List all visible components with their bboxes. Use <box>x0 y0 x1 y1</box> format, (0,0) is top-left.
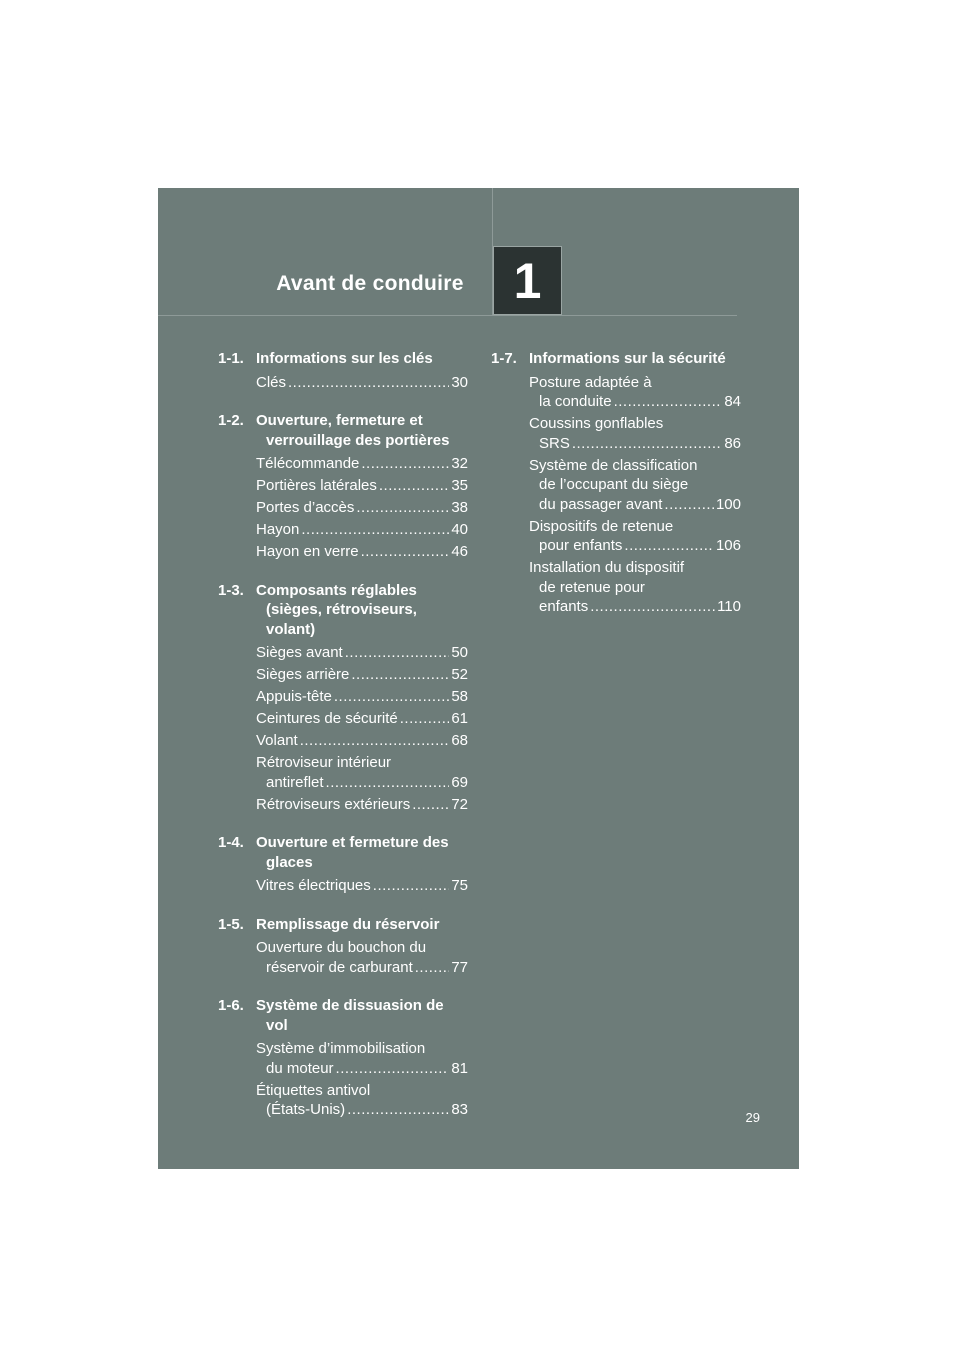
entry-label: Portes d’accès <box>256 499 355 516</box>
entry-page-number: 81 <box>451 1059 468 1077</box>
entry-label: Hayon en verre <box>256 543 359 560</box>
entry-line <box>256 373 468 393</box>
chapter-title: Avant de conduire <box>276 272 464 295</box>
toc-entry[interactable] <box>256 876 468 896</box>
entry-line <box>529 434 741 454</box>
toc-section <box>218 411 468 562</box>
section-number: 1-4. <box>218 834 244 851</box>
entry-label: Sièges avant <box>256 644 343 661</box>
entry-label: du passager avant <box>539 495 663 513</box>
entry-title: Étiquettes antivol <box>256 1081 371 1099</box>
toc-section <box>218 581 468 815</box>
entry-list <box>218 876 468 896</box>
section-title: Informations sur la sécurité <box>529 350 726 367</box>
toc-entry[interactable] <box>256 643 468 663</box>
entry-line <box>256 520 468 540</box>
toc-section <box>218 349 468 392</box>
entry-line <box>256 665 468 685</box>
entry-list <box>218 1039 468 1120</box>
entry-page-number: 100 <box>715 495 741 513</box>
dot-leader <box>379 476 449 496</box>
entry-page-number: 32 <box>451 455 468 472</box>
entry-page-number: 50 <box>451 644 468 661</box>
entry-line <box>256 498 468 518</box>
dot-leader <box>345 643 450 663</box>
toc-entry[interactable] <box>256 731 468 751</box>
dot-leader <box>288 373 449 393</box>
entry-page-number: 72 <box>451 795 468 813</box>
section-title: Ouverture, fermeture et verrouillage des portières <box>256 412 450 449</box>
dot-leader <box>347 1100 449 1120</box>
entry-line <box>256 795 468 815</box>
entry-list <box>218 938 468 977</box>
entry-line <box>256 731 468 751</box>
section-title: Composants réglables (sièges, rétroviseurs, volant) <box>256 581 417 638</box>
entry-line <box>256 476 468 496</box>
toc-entry[interactable] <box>256 938 468 977</box>
entry-label: Ceintures de sécurité <box>256 710 398 727</box>
toc-entry[interactable] <box>529 517 741 556</box>
entry-label: Clés <box>256 373 287 391</box>
entry-label: SRS <box>539 434 570 452</box>
toc-column-right <box>491 349 741 636</box>
entry-label: Hayon <box>256 521 300 538</box>
dot-leader <box>356 498 449 518</box>
entry-line <box>256 643 468 663</box>
entry-title: Dispositifs de retenue <box>529 517 674 535</box>
entry-title: Système d’immobilisation <box>256 1040 426 1057</box>
entry-label: Vitres électriques <box>256 877 371 894</box>
toc-entry[interactable] <box>256 498 468 518</box>
dot-leader <box>334 687 449 707</box>
section-number: 1-2. <box>218 412 244 429</box>
entry-label: pour enfants <box>539 537 623 554</box>
section-heading <box>218 833 468 872</box>
entry-line <box>256 1100 468 1120</box>
entry-line <box>256 542 468 562</box>
entry-page-number: 52 <box>451 666 468 683</box>
entry-title: Système de classification de l’occupant du siège <box>529 456 698 493</box>
dot-leader <box>301 520 449 540</box>
dot-leader <box>412 795 449 815</box>
toc-entry[interactable] <box>256 665 468 685</box>
dot-leader <box>590 597 715 617</box>
entry-list <box>218 454 468 562</box>
chapter-number: 1 <box>513 252 542 309</box>
entry-label: du moteur <box>266 1059 334 1077</box>
toc-entry[interactable] <box>256 1039 468 1078</box>
entry-title: Installation du dispositif de retenue pour <box>529 559 685 596</box>
toc-entry[interactable] <box>256 520 468 540</box>
entry-page-number: 84 <box>724 393 741 410</box>
entry-title: Coussins gonflables <box>529 415 664 432</box>
toc-entry[interactable] <box>256 476 468 496</box>
toc-entry[interactable] <box>256 1081 468 1120</box>
entry-page-number: 35 <box>451 477 468 494</box>
entry-page-number: 69 <box>451 773 468 791</box>
section-number: 1-5. <box>218 915 244 933</box>
dot-leader <box>664 495 714 515</box>
toc-entry[interactable] <box>256 687 468 707</box>
toc-entry[interactable] <box>529 456 741 515</box>
section-heading <box>491 349 741 369</box>
dot-leader <box>361 454 449 474</box>
entry-line <box>256 454 468 474</box>
dot-leader <box>614 392 723 412</box>
section-heading <box>218 349 468 369</box>
entry-page-number: 46 <box>451 543 468 560</box>
toc-entry[interactable] <box>529 373 741 412</box>
page-number: 29 <box>745 1110 760 1125</box>
entry-label: la conduite <box>539 393 612 410</box>
dot-leader <box>326 773 450 793</box>
toc-entry[interactable] <box>256 454 468 474</box>
entry-page-number: 58 <box>451 688 468 705</box>
entry-page-number: 38 <box>451 499 468 516</box>
entry-line <box>256 1059 468 1079</box>
entry-page-number: 61 <box>451 710 468 727</box>
dot-leader <box>373 876 450 896</box>
entry-page-number: 86 <box>724 434 741 452</box>
entry-line <box>529 495 741 515</box>
toc-entry[interactable] <box>256 709 468 729</box>
section-number: 1-7. <box>491 350 517 367</box>
entry-page-number: 75 <box>451 877 468 894</box>
entry-label: Volant <box>256 732 298 749</box>
entry-page-number: 110 <box>717 598 741 615</box>
section-number: 1-1. <box>218 350 244 367</box>
chapter-number-badge <box>493 246 562 315</box>
section-heading <box>218 581 468 640</box>
section-heading <box>218 996 468 1035</box>
dot-leader <box>300 731 450 751</box>
toc-entry[interactable] <box>256 542 468 562</box>
entry-line <box>256 709 468 729</box>
entry-page-number: 30 <box>451 373 468 391</box>
section-title: Informations sur les clés <box>256 350 433 367</box>
entry-label: (États-Unis) <box>266 1101 346 1118</box>
entry-title: Posture adaptée à <box>529 373 652 391</box>
entry-page-number: 68 <box>451 732 468 749</box>
entry-label: antireflet <box>266 773 324 791</box>
section-title: Système de dissuasion de vol <box>256 997 444 1034</box>
entry-label: Rétroviseurs extérieurs <box>256 795 411 813</box>
entry-line <box>256 876 468 896</box>
entry-label: Appuis-tête <box>256 688 332 705</box>
section-title: Remplissage du réservoir <box>256 915 440 933</box>
entry-title: Rétroviseur intérieur <box>256 754 392 771</box>
entry-page-number: 83 <box>451 1101 468 1118</box>
divider-horizontal <box>158 315 737 316</box>
entry-line <box>529 597 741 617</box>
toc-entry[interactable] <box>256 753 468 792</box>
entry-list <box>491 373 741 617</box>
entry-line <box>529 536 741 556</box>
toc-section <box>218 915 468 978</box>
section-number: 1-3. <box>218 581 244 599</box>
toc-entry[interactable] <box>529 414 741 453</box>
entry-label: Portières latérales <box>256 477 377 494</box>
section-number: 1-6. <box>218 997 244 1014</box>
section-heading <box>218 915 468 935</box>
dot-leader <box>400 709 450 729</box>
entry-line <box>256 773 468 793</box>
toc-entry[interactable] <box>256 795 468 815</box>
entry-page-number: 106 <box>715 537 741 554</box>
toc-column-left <box>218 349 468 1139</box>
section-title: Ouverture et fermeture des glaces <box>256 834 449 871</box>
toc-entry[interactable] <box>256 373 468 393</box>
dot-leader <box>415 958 450 978</box>
entry-line <box>256 687 468 707</box>
toc-section <box>218 996 468 1120</box>
dot-leader <box>351 665 449 685</box>
entry-label: enfants <box>539 598 589 615</box>
entry-list <box>218 643 468 814</box>
toc-entry[interactable] <box>529 558 741 617</box>
entry-label: Télécommande <box>256 455 360 472</box>
toc-section <box>218 833 468 896</box>
entry-page-number: 40 <box>451 521 468 538</box>
dot-leader <box>336 1059 450 1079</box>
entry-title: Ouverture du bouchon du <box>256 939 427 956</box>
section-heading <box>218 411 468 450</box>
entry-label: réservoir de carburant <box>266 958 413 976</box>
entry-list <box>218 373 468 393</box>
toc-section <box>491 349 741 617</box>
dot-leader <box>572 434 722 454</box>
entry-line <box>529 392 741 412</box>
entry-page-number: 77 <box>451 958 468 976</box>
entry-line <box>256 958 468 978</box>
entry-label: Sièges arrière <box>256 666 350 683</box>
dot-leader <box>624 536 714 556</box>
dot-leader <box>361 542 450 562</box>
